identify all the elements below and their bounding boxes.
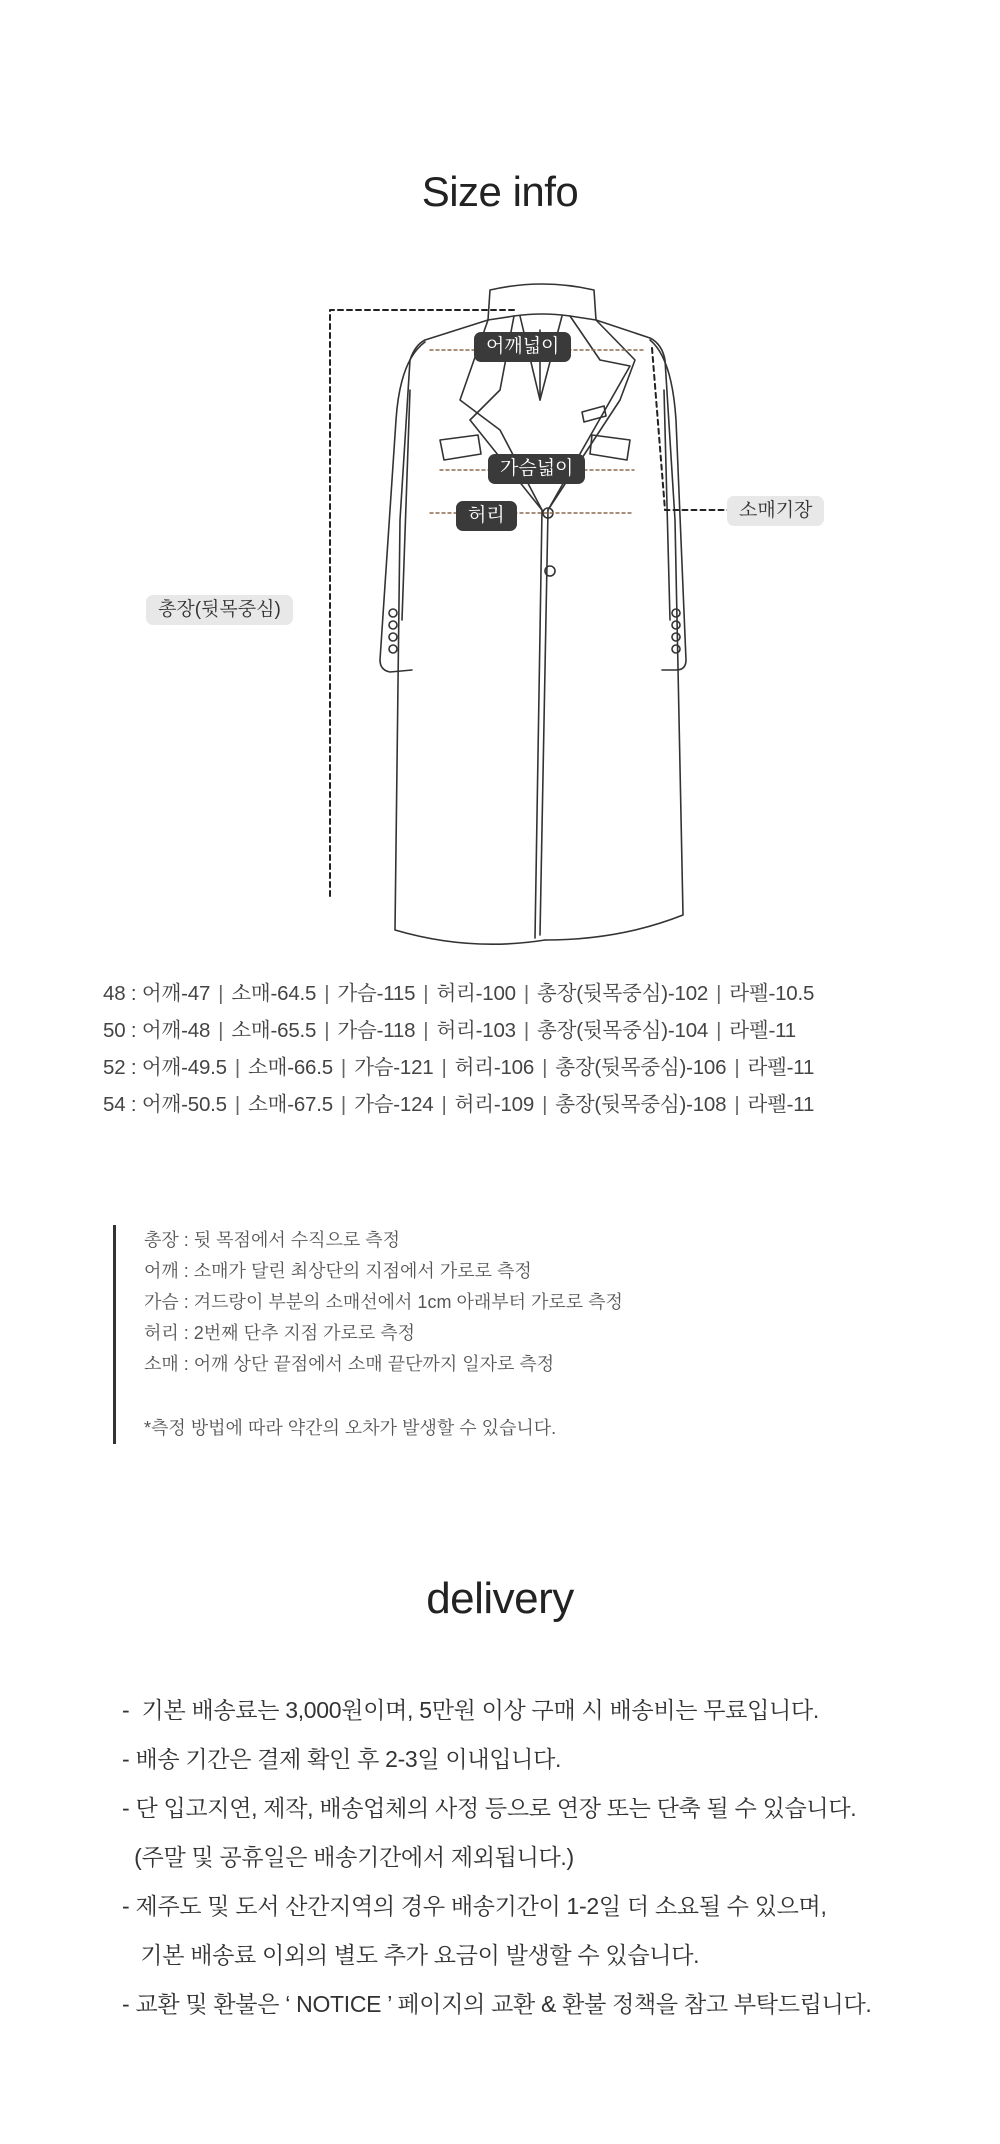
delivery-line: - 배송 기간은 결제 확인 후 2-3일 이내입니다.: [122, 1746, 562, 1772]
delivery-line: - 제주도 및 도서 산간지역의 경우 배송기간이 1-2일 더 소요될 수 있으며,: [122, 1893, 827, 1919]
size-row: 50 : 어깨-48 | 소매-65.5 | 가슴-118 | 허리-103 | 총장(뒷목중심)-104 | 라펠-11: [103, 1019, 796, 1042]
chest-label: 가슴넓이: [488, 454, 585, 484]
size-row: 54 : 어깨-50.5 | 소매-67.5 | 가슴-124 | 허리-109 | 총장(뒷목중심)-108 | 라펠-11: [103, 1093, 815, 1116]
delivery-line: 기본 배송료 이외의 별도 추가 요금이 발생할 수 있습니다.: [122, 1942, 700, 1968]
delivery-info: [122, 1686, 982, 2029]
note-line: 소매 : 어깨 상단 끝점에서 소매 끝단까지 일자로 측정: [144, 1354, 555, 1374]
coat-diagram: [0, 270, 1000, 950]
delivery-title: delivery: [426, 1574, 574, 1623]
size-info-title: Size info: [421, 168, 579, 215]
measurement-notes: [113, 1225, 844, 1444]
note-line: 어깨 : 소매가 달린 최상단의 지점에서 가로로 측정: [144, 1261, 532, 1281]
size-table: [103, 975, 963, 1123]
size-row: 48 : 어깨-47 | 소매-64.5 | 가슴-115 | 허리-100 | 총장(뒷목중심)-102 | 라펠-10.5: [103, 982, 815, 1005]
delivery-line: - 교환 및 환불은 ‘ NOTICE ’ 페이지의 교환 & 환불 정책을 참고 부탁드립니다.: [122, 1991, 872, 2017]
note-line: 총장 : 뒷 목점에서 수직으로 측정: [144, 1230, 401, 1250]
note-line: 허리 : 2번째 단추 지점 가로로 측정: [144, 1323, 416, 1343]
total-length-label: 총장(뒷목중심): [146, 595, 293, 625]
sleeve-length-label: 소매기장: [727, 496, 824, 526]
delivery-line: - 기본 배송료는 3,000원이며, 5만원 이상 구매 시 배송비는 무료입니다.: [122, 1697, 819, 1723]
size-row: 52 : 어깨-49.5 | 소매-66.5 | 가슴-121 | 허리-106 | 총장(뒷목중심)-106 | 라펠-11: [103, 1056, 815, 1079]
disclaimer: *측정 방법에 따라 약간의 오차가 발생할 수 있습니다.: [144, 1418, 557, 1438]
waist-label: 허리: [456, 501, 517, 531]
note-line: 가슴 : 겨드랑이 부분의 소매선에서 1cm 아래부터 가로로 측정: [144, 1292, 623, 1312]
shoulder-label: 어깨넓이: [474, 332, 571, 362]
delivery-line: - 단 입고지연, 제작, 배송업체의 사정 등으로 연장 또는 단축 될 수 있습니다.: [122, 1795, 857, 1821]
delivery-line: (주말 및 공휴일은 배송기간에서 제외됩니다.): [122, 1844, 574, 1870]
